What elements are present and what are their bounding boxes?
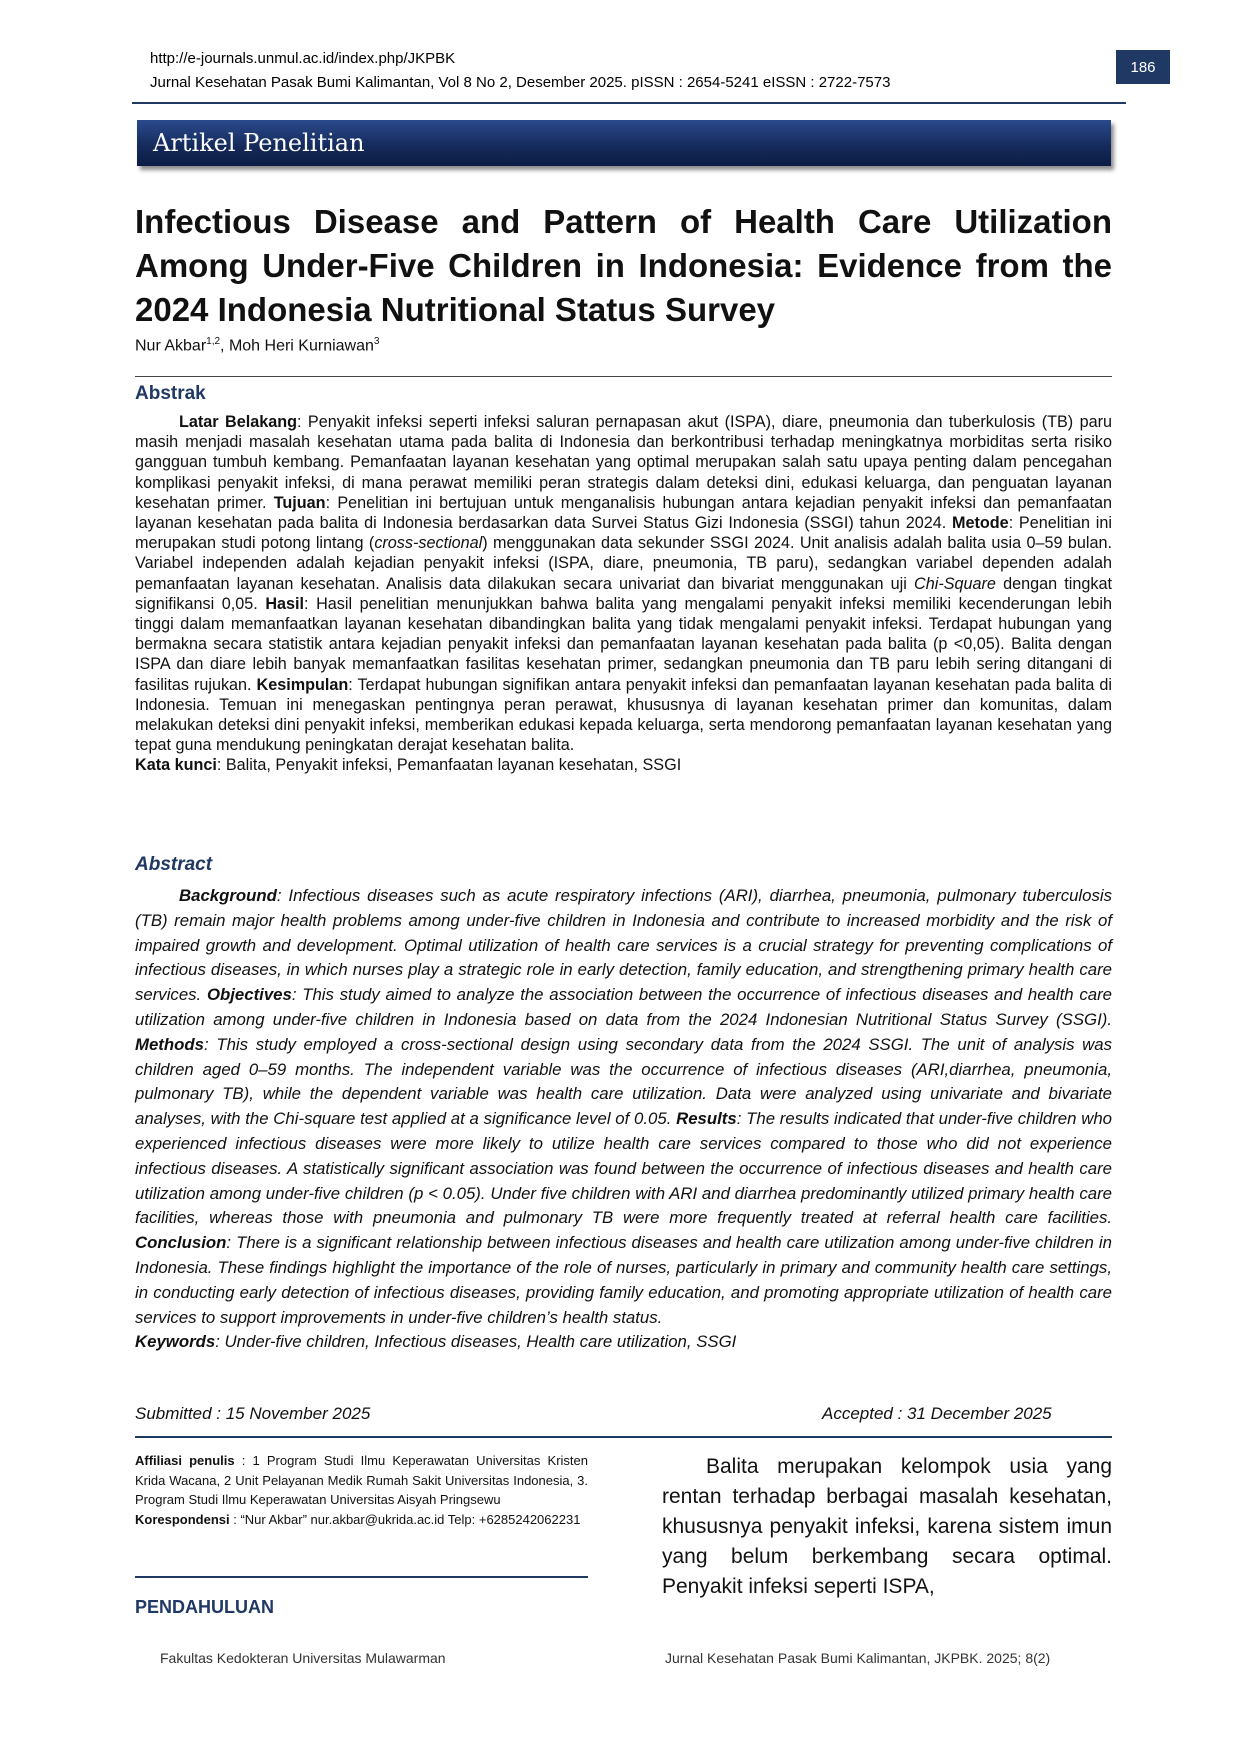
abstract-con-text: : There is a significant relationship between infectious diseases and health care utilization among under-five children in Indonesia. These findings highlight the importance of the role of nurses, particularly in primary and community health care settings, in conducting early detection of infectious diseases, providing family education, and promoting appropriate utilization of health care services to support improvements in under-five children’s health status. [135, 1233, 1112, 1327]
author-list [135, 336, 379, 355]
accepted-date: Accepted : 31 December 2025 [822, 1404, 1052, 1423]
affiliation-label: Affiliasi penulis [135, 1453, 235, 1468]
abstract-res-text: : The results indicated that under-five children who experienced infectious diseases were more likely to utilize health care services compared to those who did not experience infectious diseases. A statistically significant association was found between the occurrence of infectious diseases and health care utilization among under-five children (p < 0.05). Under five children with ARI and diarrhea predominantly utilized primary health care facilities, whereas those with pneumonia and pulmonary TB were more frequently treated at referral health care facilities. [135, 1109, 1112, 1228]
pendahuluan-text: Balita merupakan kelompok usia yang rentan terhadap berbagai masalah kesehatan, khususnya penyakit infeksi, karena sistem imun yang belum berkembang secara optimal. Penyakit infeksi seperti ISPA, [662, 1455, 1112, 1598]
affiliation-line [135, 1451, 588, 1510]
footer-faculty: Fakultas Kedokteran Universitas Mulawarman [160, 1650, 446, 1666]
correspondence-line [135, 1510, 588, 1530]
abstrak-met-italic: cross-sectional [374, 534, 483, 553]
submitted-date: Submitted : 15 November 2025 [135, 1404, 371, 1423]
author-name: Moh Heri Kurniawan [228, 337, 374, 355]
article-type-banner [137, 120, 1111, 166]
page-number: 186 [1130, 58, 1156, 76]
footer-citation: Jurnal Kesehatan Pasak Bumi Kalimantan, JKPBK. 2025; 8(2) [665, 1650, 1051, 1666]
abstrak-res-text: : Hasil penelitian menunjukkan bahwa balita yang mengalami penyakit infeksi memiliki kecenderungan lebih tinggi dalam memanfaatkan layanan kesehatan dibandingkan balita yang tidak mengalami penyakit infeksi. Terdapat hubungan yang bermakna secara statistik antara kejadian penyakit infeksi dan pemanfaatan layanan kesehatan pada balita (p <0,05). Balita dengan ISPA dan diare lebih banyak memanfaatkan fasilitas kesehatan primer, sedangkan pneumonia dan TB paru lebih sering ditangani di fasilitas rujukan. [135, 594, 1112, 694]
page-number-badge [1116, 50, 1170, 84]
author-separator: , [220, 337, 229, 355]
header-divider [132, 102, 1126, 104]
abstrak-con-text: : Terdapat hubungan signifikan antara penyakit infeksi dan pemanfaatan layanan kesehatan pada balita di Indonesia. Temuan ini menegaskan pentingnya peran perawat, khususnya di layanan kesehatan primer dan komunitas, dalam melakukan deteksi dini penyakit infeksi, memberikan edukasi kepada keluarga, serta mendorong pemanfaatan layanan kesehatan yang tepat guna mendukung peningkatan derajat kesehatan balita. [135, 675, 1113, 755]
pendahuluan-heading: PENDAHULUAN [135, 1597, 274, 1617]
author-affil-sup: 1,2 [206, 336, 221, 347]
abstrak-con-label: Kesimpulan [256, 675, 349, 694]
pendahuluan-paragraph [662, 1452, 1112, 1602]
abstrak-met-text: ) menggunakan data sekunder SSGI 2024. Unit analisis adalah balita usia 0–59 bulan. Variabel independen adalah kejadian penyakit infeksi (ISPA, diare, pneumonia, TB paru), sedangkan variabel dependen adalah pemanfaatan layanan kesehatan. Analisis data dilakukan secara univariat dan bivariat menggunakan uji [135, 534, 1113, 593]
affiliation-text: : 1 Program Studi Ilmu Keperawatan Universitas Kristen Krida Wacana, 2 Unit Pelayanan Medik Rumah Sakit Universitas Indonesia, 3. Program Studi Ilmu Keperawatan Universitas Aisyah Pringsewu [135, 1453, 588, 1507]
journal-info: Jurnal Kesehatan Pasak Bumi Kalimantan, Vol 8 No 2, Desember 2025. pISSN : 2654-5241 eISSN : 2722-7573 [150, 74, 891, 91]
abstrak-obj-text: : Penelitian ini bertujuan untuk menganalisis hubungan antara kejadian penyakit infeksi dan pemanfaatan layanan kesehatan pada balita di Indonesia berdasarkan data Survei Status Gizi Indonesia (SSGI) tahun 2024. [135, 493, 1112, 533]
correspondence-label: Korespondensi [135, 1511, 230, 1527]
abstrak-met-italic: Chi-Square [914, 574, 996, 593]
correspondence-text[interactable]: : “Nur Akbar” nur.akbar@ukrida.ac.id Telp: +6285242062231 [229, 1511, 581, 1527]
abstract-bg-text: : Infectious diseases such as acute respiratory infections (ARI), diarrhea, pneumonia, pulmonary tuberculosis (TB) remain major health problems among under-five children in Indonesia and contribute to increased morbidity and the risk of impaired growth and development. Optimal utilization of health care services is a crucial strategy for preventing complications of infectious diseases, in which nurses play a strategic role in early detection, family education, and strengthening primary health care services. [135, 886, 1112, 1005]
abstract-body [135, 884, 1112, 1355]
article-type-label: Artikel Penelitian [153, 129, 365, 157]
abstract-obj-text: : This study aimed to analyze the association between the occurrence of infectious diseases and health care utilization among under-five children in Indonesia based on data from the 2024 Indonesian Nutritional Status Survey (SSGI). [135, 985, 1112, 1029]
abstrak-met-text: dengan tingkat signifikansi 0,05. [135, 574, 1112, 613]
journal-url[interactable]: http://e-journals.unmul.ac.id/index.php/JKPBK [150, 50, 456, 67]
abstrak-met-text: : Penelitian ini merupakan studi potong lintang ( [135, 514, 1112, 553]
dates-divider [135, 1436, 1112, 1438]
abstract-res-label: Results [676, 1109, 737, 1129]
abstrak-divider [135, 376, 1112, 377]
abstract-met-label: Methods [135, 1034, 204, 1054]
abstract-kw-label: Keywords [135, 1332, 216, 1352]
abstract-keywords [135, 1330, 1112, 1355]
abstract-bg-label: Background [179, 886, 277, 905]
abstract-kw-text: : Under-five children, Infectious diseases, Health care utilization, SSGI [215, 1332, 737, 1352]
abstrak-body [135, 412, 1112, 776]
abstrak-bg-label: Latar Belakang [179, 413, 297, 431]
abstrak-obj-label: Tujuan [273, 493, 326, 512]
affiliation-divider [135, 1576, 588, 1578]
affiliation-block [135, 1451, 588, 1529]
abstract-met-text: : This study employed a cross-sectional design using secondary data from the 2024 SSGI. The unit of analysis was children aged 0–59 months. The independent variable was the occurrence of infectious diseases (ARI,diarrhea, pneumonia, pulmonary TB), while the dependent variable was health care utilization. Data were analyzed using univariate and bivariate analyses, with the Chi-square test applied at a significance level of 0.05. [135, 1034, 1112, 1129]
abstrak-heading: Abstrak [135, 383, 206, 404]
author-affil-sup: 3 [373, 336, 380, 347]
abstract-heading: Abstract [135, 854, 213, 875]
author-name: Nur Akbar [135, 337, 207, 355]
abstrak-met-label: Metode [952, 514, 1009, 533]
abstrak-res-label: Hasil [265, 594, 305, 613]
abstrak-bg-text: : Penyakit infeksi seperti infeksi saluran pernapasan akut (ISPA), diare, pneumonia dan tuberkulosis (TB) paru masih menjadi masalah kesehatan utama pada balita di Indonesia dan berkontribusi terhadap meningkatnya morbiditas serta risiko gangguan tumbuh kembang. Pemanfaatan layanan kesehatan yang optimal merupakan salah satu upaya penting dalam pencegahan komplikasi penyakit infeksi, di mana perawat memiliki peran strategis dalam deteksi dini, edukasi keluarga, dan penguatan layanan kesehatan primer. [135, 413, 1112, 512]
abstrak-kw-label: Kata kunci [135, 756, 217, 775]
abstract-obj-label: Objectives [206, 985, 292, 1005]
abstrak-kw-text: : Balita, Penyakit infeksi, Pemanfaatan layanan kesehatan, SSGI [216, 756, 682, 775]
abstract-con-label: Conclusion [135, 1233, 227, 1253]
paper-title: Infectious Disease and Pattern of Health Care Utilization Among Under-Five Children in Indonesia: Evidence from the 2024 Indonesia Nutritional Status Survey [135, 203, 1112, 328]
abstrak-keywords [135, 755, 1112, 775]
